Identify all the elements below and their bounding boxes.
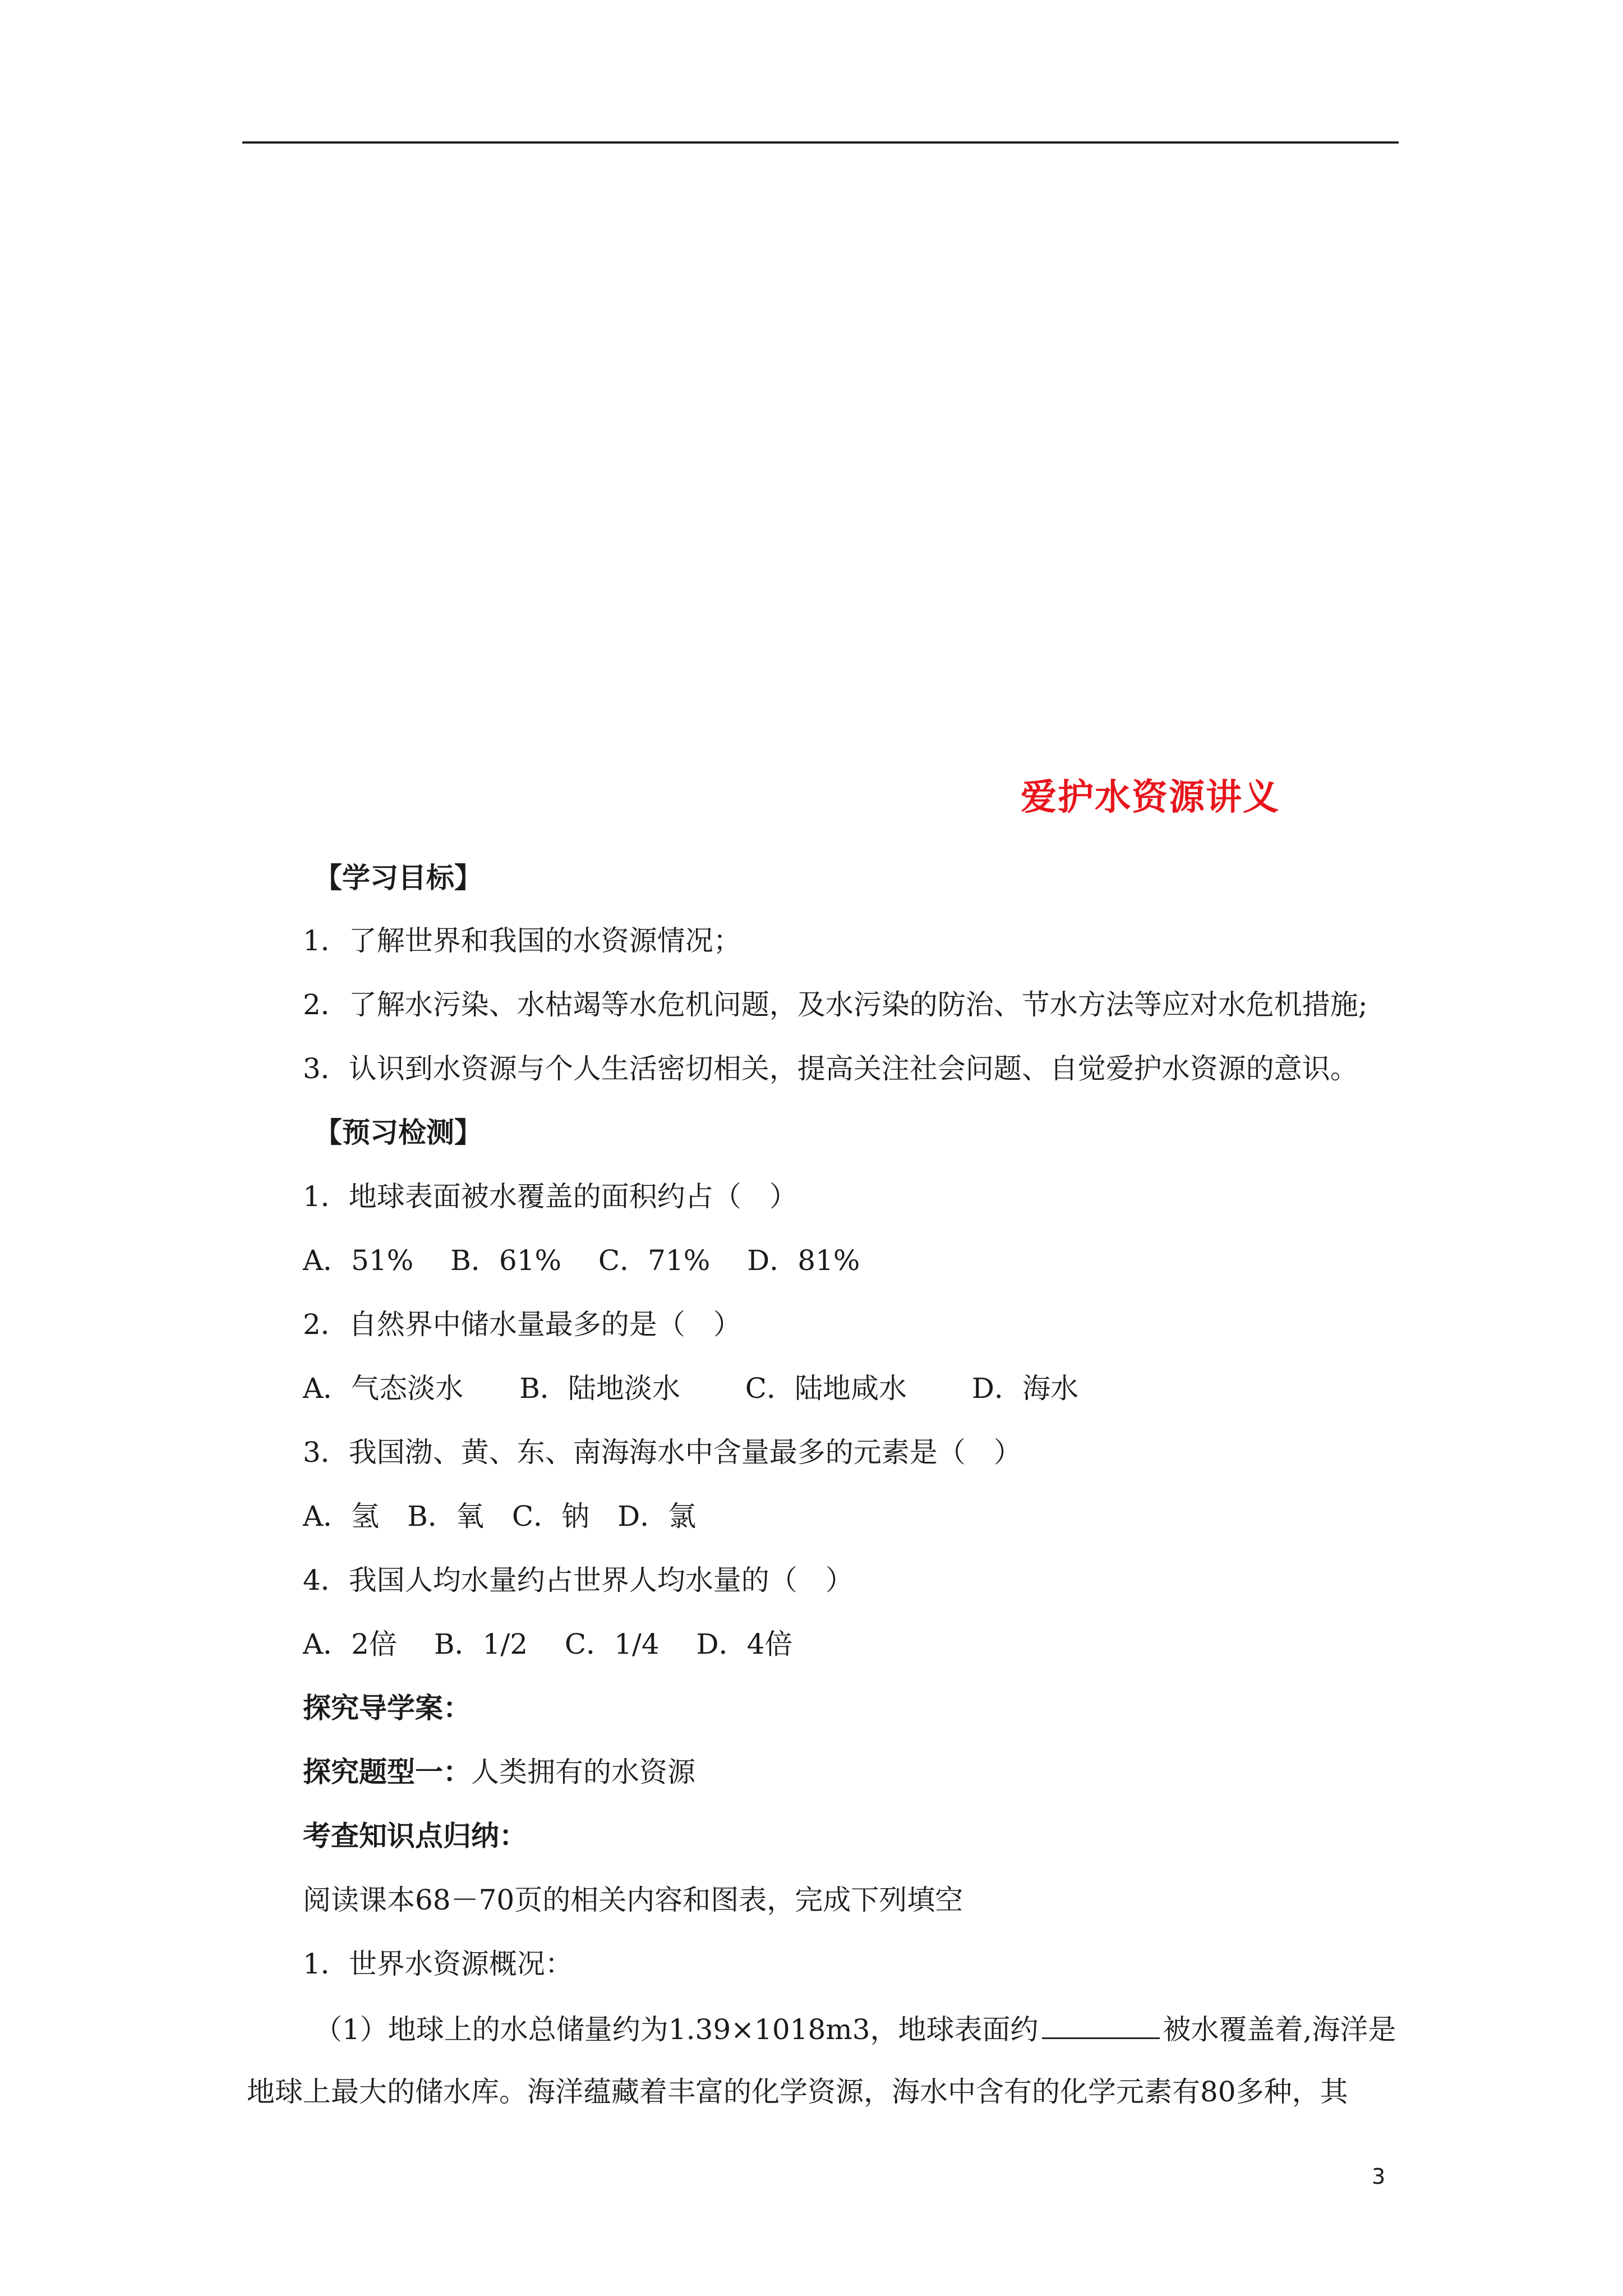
reading-instruction: 阅读课本68－70页的相关内容和图表，完成下列填空 <box>303 1884 963 1916</box>
question-2-options: A．气态淡水 B．陆地淡水 C．陆地咸水 D．海水 <box>303 1372 1078 1405</box>
point-1: 1．世界水资源概况： <box>303 1948 573 1980</box>
page-number: 3 <box>1372 2164 1386 2189</box>
question-2: 2．自然界中储水量最多的是（ ） <box>303 1308 741 1341</box>
question-3-options: A．氢 B．氧 C．钠 D．氯 <box>303 1500 697 1533</box>
fill-blank[interactable] <box>1042 2014 1160 2039</box>
question-1-options: A．51% B．61% C．71% D．81% <box>303 1244 860 1277</box>
question-4: 4．我国人均水量约占世界人均水量的（ ） <box>303 1564 854 1596</box>
question-1: 1．地球表面被水覆盖的面积约占（ ） <box>303 1180 797 1213</box>
paragraph-line-1 <box>314 2014 1396 2044</box>
objective-item-2: 2．了解水污染、水枯竭等水危机问题，及水污染的防治、节水方法等应对水危机措施; <box>303 988 1368 1021</box>
objective-item-1: 1．了解世界和我国的水资源情况； <box>303 924 741 957</box>
explore-type-line <box>303 1755 695 1788</box>
objectives-heading: 【学习目标】 <box>314 861 482 894</box>
summary-heading: 考查知识点归纳： <box>303 1819 527 1852</box>
header-rule <box>242 141 1399 144</box>
document-title: 爱护水资源讲义 <box>1021 776 1280 818</box>
explore-type-label: 探究题型一： <box>303 1755 471 1788</box>
explore-heading: 探究导学案： <box>303 1691 471 1724</box>
preview-heading: 【预习检测】 <box>314 1116 482 1149</box>
question-4-options: A．2倍 B．1/2 C．1/4 D．4倍 <box>303 1628 793 1660</box>
paragraph-part-1: （1）地球上的水总储量约为1.39×1018m3，地球表面约 <box>314 2013 1039 2046</box>
question-3: 3．我国渤、黄、东、南海海水中含量最多的元素是（ ） <box>303 1436 1022 1469</box>
explore-type-text: 人类拥有的水资源 <box>471 1756 695 1788</box>
objective-item-3: 3．认识到水资源与个人生活密切相关，提高关注社会问题、自觉爱护水资源的意识。 <box>303 1052 1358 1085</box>
paragraph-part-2: 被水覆盖着,海洋是 <box>1163 2013 1396 2046</box>
paragraph-line-2: 地球上最大的储水库。海洋蕴藏着丰富的化学资源，海水中含有的化学元素有80多种，其 <box>247 2076 1348 2108</box>
